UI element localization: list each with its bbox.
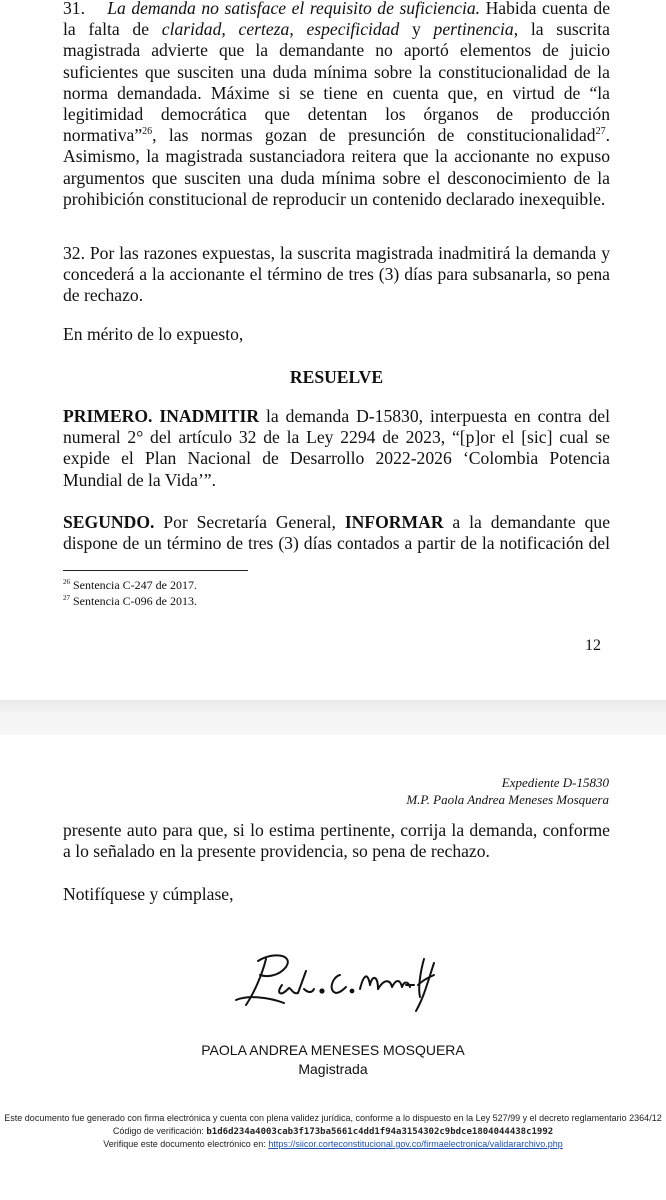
resolution-segundo: SEGUNDO. Por Secretaría General, INFORMAR a la demandante que dispone de un término de tres (3) días contados a partir de la notificación del — [63, 512, 610, 554]
header-magistrada: M.P. Paola Andrea Meneses Mosquera — [406, 792, 609, 807]
page-number: 12 — [585, 637, 601, 654]
footnote-ref-26[interactable]: 26 — [142, 126, 153, 138]
signatory-name: PAOLA ANDREA MENESES MOSQUERA — [201, 1042, 465, 1058]
page-separator — [0, 700, 666, 735]
handwritten-signature — [228, 945, 438, 1020]
resuelve-heading: RESUELVE — [289, 367, 384, 387]
footnote-27: $^{27}$ Sentencia C-096 de 2013. — [63, 594, 197, 608]
footnote-26: $^{26}$ Sentencia C-247 de 2017. — [63, 578, 197, 592]
paragraph-31: 31. La demanda no satisface el requisito de suficiencia. Habida cuenta de la falta de claridad, certeza, especificidad y pertinencia, la suscrita magistrada advierte que la demandante no aportó elementos de juicio suficientes que susciten una duda mínima sobre la constitucionalidad de la norma demandada. Máxime si se tiene en cuenta que, en virtud de “la legitimidad democrática que detentan los órganos de producción normativa”$^{26}$, las normas gozan de presunción de constitucionalidad$^{27}$. Asimismo, la magistrada sustanciadora reitera que la accionante no expuso argumentos que susciten una duda mínima sobre el desconocimiento de la prohibición constitucional de reproducir un contenido declarado inexequible. — [63, 0, 611, 209]
paragraph-31-heading: La demanda no satisface el requisito de suficiencia. — [107, 0, 481, 18]
notifiquese-text: Notifíquese y cúmplase, — [63, 884, 234, 904]
verification-url-link[interactable]: https://siicor.corteconstitucional.gov.co/firmaelectronica/validararchivo.php — [268, 1139, 563, 1149]
footer-verification-code: Código de verificación: b1d6d234a4003cab3f173ba5661c4dd1f94a3154302c9bdce1804044438c1992 — [112, 1126, 554, 1137]
merito-text: En mérito de lo expuesto, — [63, 324, 244, 344]
header-expediente: Expediente D-15830 — [501, 775, 609, 790]
footer-verification-link: Verifique este documento electrónico en: https://siicor.corteconstitucional.gov.co/firmaelectronica/validararchivo.php — [103, 1139, 563, 1149]
footer-legal-notice: Este documento fue generado con firma electrónica y cuenta con plena validez jurídica, conforme a lo dispuesto en la Ley 527/99 y el decreto reglamentario 2364/12 — [4, 1113, 662, 1123]
footnote-divider — [63, 570, 248, 571]
paragraph-32: 32. Por las razones expuestas, la suscrita magistrada inadmitirá la demanda y concederá a la accionante el término de tres (3) días para subsanarla, so pena de rechazo. — [63, 243, 610, 306]
footnote-ref-27[interactable]: 27 — [595, 126, 606, 138]
signatory-role: Magistrada — [298, 1061, 368, 1077]
resolution-primero: PRIMERO. INADMITIR la demanda D-15830, interpuesta en contra del numeral 2° del artículo 32 de la Ley 2294 de 2023, “[p]or el [sic] cual se expide el Plan Nacional de Desarrollo 2022-2026 ‘Colombia Potencia Mundial de la Vida’”. — [63, 406, 611, 490]
continuation-text: presente auto para que, si lo estima pertinente, corrija la demanda, conforme a lo señalado en la presente providencia, so pena de rechazo. — [63, 820, 610, 862]
